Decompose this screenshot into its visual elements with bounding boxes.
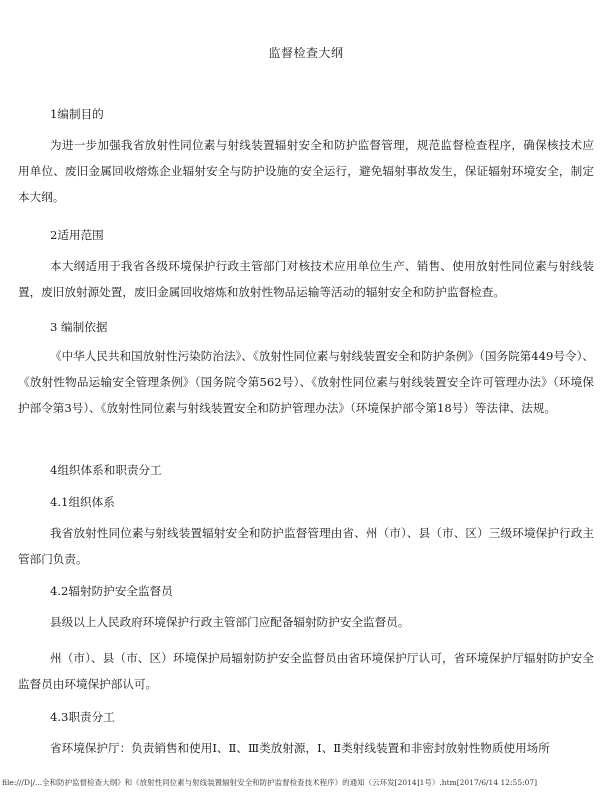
paragraph-org-system: 我省放射性同位素与射线装置辐射安全和防护监督管理由省、州（市）、县（市、区）三级环境保护行政主管部门负责。 [18,526,594,566]
paragraph-duties: 省环境保护厅：负责销售和使用Ⅰ、Ⅱ、Ⅲ类放射源，Ⅰ、Ⅱ类射线装置和非密封放射性物质使用场所 [50,741,550,755]
heading-supervisor: 4.2辐射防护安全监督员 [50,584,173,598]
heading-basis: 3 编制依据 [50,320,108,334]
heading-organization: 4组织体系和职责分工 [50,463,162,477]
paragraph-supervisor-2: 州（市）、县（市、区）环境保护局辐射防护安全监督员由省环境保护厅认可，省环境保护厅辐射防护安全监督员由环境保护部认可。 [18,651,594,691]
paragraph-purpose: 为进一步加强我省放射性同位素与射线装置辐射安全和防护监督管理，规范监督检查程序，确保核技术应用单位、废旧金属回收熔炼企业辐射安全与防护设施的安全运行，避免辐射事故发生，保证辐射环境安全，制定本大纲。 [18,138,594,204]
paragraph-scope: 本大纲适用于我省各级环境保护行政主管部门对核技术应用单位生产、销售、使用放射性同位素与射线装置，废旧放射源处置，废旧金属回收熔炼和放射性物品运输等活动的辐射安全和防护监督检查。 [18,259,594,299]
file-path-footer: file:///D|/...全和防护监督检查大纲》和《放射性同位素与射线装置辐射安全和防护监督检查技术程序》的通知（云环发[2014]1号）.htm[2017/6/14 12:55:07] [2,778,538,787]
page-title: 监督检查大纲 [268,46,344,60]
paragraph-supervisor-1: 县级以上人民政府环境保护行政主管部门应配备辐射防护安全监督员。 [50,615,410,629]
heading-duties: 4.3职责分工 [50,710,115,724]
paragraph-basis: 《中华人民共和国放射性污染防治法》、《放射性同位素与射线装置安全和防护条例》（国务院第449号令）、《放射性物品运输安全管理条例》（国务院令第562号）、《放射性同位素与射线装置安全许可管理办法》（环境保护部令第3号）、《放射性同位素与射线装置安全和防护管理办法》（环境保护部令第18号）等法律、法规。 [18,349,594,415]
heading-purpose: 1编制目的 [50,107,104,121]
heading-org-system: 4.1组织体系 [50,495,115,509]
heading-scope: 2适用范围 [50,228,104,242]
